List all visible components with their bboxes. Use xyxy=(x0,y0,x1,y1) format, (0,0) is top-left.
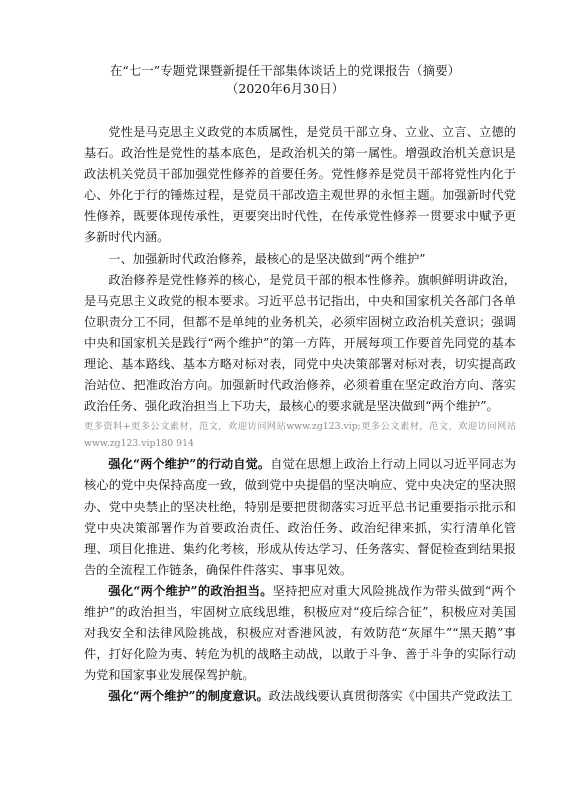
subheading-action-consciousness: 强化“两个维护”的行动自觉。 xyxy=(108,457,271,472)
document-body xyxy=(84,122,516,707)
subheading-political-responsibility: 强化“两个维护”的政治担当。 xyxy=(108,583,273,598)
paragraph-intro: 党性是马克思主义政党的本质属性，是党员干部立身、立业、立言、立德的基石。政治性是党性的基本底色，是政治机关的第一属性。增强政治机关意识是政法机关党员干部加强党性修养的首要任务。党性修养是党员干部将党性内化于心、外化于行的锤炼过程，是党员干部改造主观世界的永恒主题。加强新时代党性修养，既要体现传承性，更要突出时代性，在传承党性修养一贯要求中赋予更多新时代内涵。 xyxy=(84,125,516,245)
watermark-text: 更多资料+更多公文素材，范文，欢迎访问网站www.zg123.vip;更多公文素材，范文，欢迎访问网站www.zg123.vip180 914 xyxy=(84,421,516,450)
paragraph-institutional-awareness-text: 政法战线要认真贯彻落实《中国共产党政法工 xyxy=(268,689,513,704)
document-date: （2020年6月30日） xyxy=(225,81,345,96)
paragraph-political-responsibility xyxy=(84,581,516,686)
section-heading-1: 一、加强新时代政治修养，最核心的是坚决做到“两个维护” xyxy=(108,251,426,266)
paragraph-action-consciousness xyxy=(84,454,516,581)
document-title: 在“七一”专题党课暨新提任干部集体谈话上的党课报告（摘要） xyxy=(109,63,461,78)
paragraph-political-cultivation: 政治修养是党性修养的核心，是党员干部的根本性修养。旗帜鲜明讲政治，是马克思主义政党的根本要求。习近平总书记指出，中央和国家机关各部门各单位职责分工不同，但都不是单纯的业务机关，必须牢固树立政治机关意识；强调中央和国家机关是践行“两个维护”的第一方阵，开展每项工作要首先同党的基本理论、基本路线、基本方略对标对表，同党中央决策部署对标对表，切实提高政治站位、把准政治方向。加强新时代政治修养，必须着重在坚定政治方向、落实政治任务、强化政治担当上下功夫，最核心的要求就是坚决做到“两个维护”。 xyxy=(84,272,516,414)
subheading-institutional-awareness: 强化“两个维护”的制度意识。 xyxy=(108,689,269,704)
paragraph-institutional-awareness xyxy=(84,686,516,707)
paragraph-political-responsibility-text: 坚持把应对重大风险挑战作为带头做到“两个维护”的政治担当，牢固树立底线思维，积极应对“疫后综合征”，积极应对美国对我安全和法律风险挑战，积极应对香港风波，有效防范“灰犀牛”“黑天鹅”事件，打好化险为夷、转危为机的战略主动战，以敢于斗争、善于斗争的实际行动为党和国家事业发展保驾护航。 xyxy=(84,583,516,683)
paragraph-action-consciousness-text: 自觉在思想上政治上行动上同以习近平同志为核心的党中央保持高度一致，做到党中央提倡的坚决响应、党中央决定的坚决照办、党中央禁止的坚决杜绝，特别是要把贯彻落实习近平总书记重要指示批示和党中央决策部署作为首要政治责任、政治任务、政治纪律来抓，实行清单化管理、项目化推进、集约化考核，形成从传达学习、任务落实、督促检查到结果报告的全流程工作链条，确保件件落实、事事见效。 xyxy=(84,457,516,577)
